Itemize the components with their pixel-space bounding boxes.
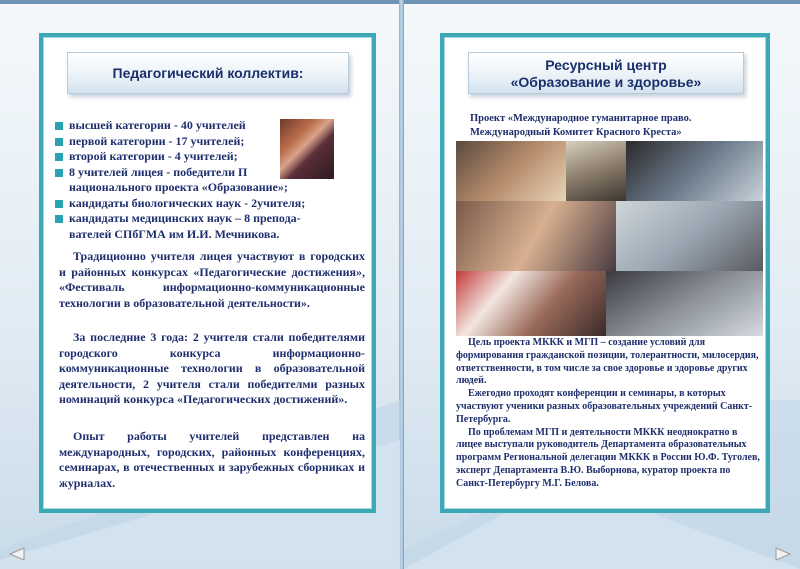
- list-item-continuation: национального проекта «Образование»;: [69, 180, 288, 194]
- list-item: второй категории - 4 учителей;: [55, 149, 355, 165]
- list-item: 8 учителей лицея - победители П: [55, 165, 355, 181]
- collage-photo: [456, 201, 616, 271]
- list-item-continuation: вателей СПбГМА им И.И. Мечникова.: [69, 226, 280, 241]
- top-strip-right: [404, 0, 800, 4]
- collage-photo: [606, 271, 763, 336]
- next-page-arrow-icon[interactable]: [774, 546, 794, 562]
- square-bullet-icon: [55, 215, 63, 223]
- paragraph-conferences: Ежегодно проходят конференции и семинары, в которых участвуют ученики разных образовательных учреждений Санкт-Петербурга.: [456, 388, 753, 425]
- square-bullet-icon: [55, 153, 63, 161]
- collage-photo: [626, 141, 763, 201]
- top-strip-left: [0, 0, 399, 4]
- paragraph-goal: Цель проекта МККК и МГП – создание условий для формирования гражданской позиции, толерантности, милосердия, ответственности, в том числе за свое здоровье и здоровье других людей.: [456, 337, 759, 387]
- square-bullet-icon: [55, 169, 63, 177]
- title-line: «Образование и здоровье»: [510, 74, 702, 90]
- list-item: кандидаты медицинских наук – 8 препода-: [55, 211, 355, 227]
- right-page-title: [468, 52, 744, 94]
- right-page-text: [456, 337, 762, 491]
- list-item: первой категории - 17 учителей;: [55, 134, 355, 150]
- collage-photo: [616, 201, 763, 271]
- teachers-photo: [280, 119, 334, 179]
- square-bullet-icon: [55, 122, 63, 130]
- collage-photo: [566, 141, 626, 201]
- left-content-panel: [39, 33, 376, 513]
- project-caption: Проект «Международное гуманитарное право. Международный Комитет Красного Креста»: [470, 113, 692, 138]
- photo-collage: [456, 141, 763, 336]
- paragraph-experience: Опыт работы учителей представлен на международных, городских, районных конференциях, семинарах, в отечественных и зарубежных сборниках и журналах.: [59, 429, 365, 490]
- list-item: высшей категории - 40 учителей: [55, 118, 355, 134]
- collage-photo: [456, 141, 566, 201]
- previous-page-arrow-icon[interactable]: [6, 546, 26, 562]
- square-bullet-icon: [55, 138, 63, 146]
- square-bullet-icon: [55, 200, 63, 208]
- right-content-panel: [440, 33, 770, 513]
- paragraph-speakers: По проблемам МГП и деятельности МККК неоднократно в лицее выступали руководитель Департамента образовательных программ Региональной делегации МККК в России Ю.Ф. Туголев, эксперт Департамента В.Ю. Выборнова, куратор проекта по Санкт-Петербургу М.Г. Белова.: [456, 426, 760, 489]
- paragraph-contests: Традиционно учителя лицея участвуют в городских и районных конкурсах «Педагогические достижения», «Фестиваль информационно-коммуникационные технологии в образовательной деятельности».: [59, 249, 365, 310]
- list-item: кандидаты биологических наук - 2учителя;: [55, 196, 355, 212]
- collage-photo: [456, 271, 606, 336]
- left-page-title: Педагогический коллектив:: [67, 52, 349, 94]
- title-line: Ресурсный центр: [545, 57, 667, 73]
- paragraph-winners: За последние 3 года: 2 учителя стали победителями городского конкурса информационно-коммуникационные технологии в образовательной деятельности, 2 учителя стали победителми разных номинаций конкурса «Педагогических достижений».: [59, 330, 365, 406]
